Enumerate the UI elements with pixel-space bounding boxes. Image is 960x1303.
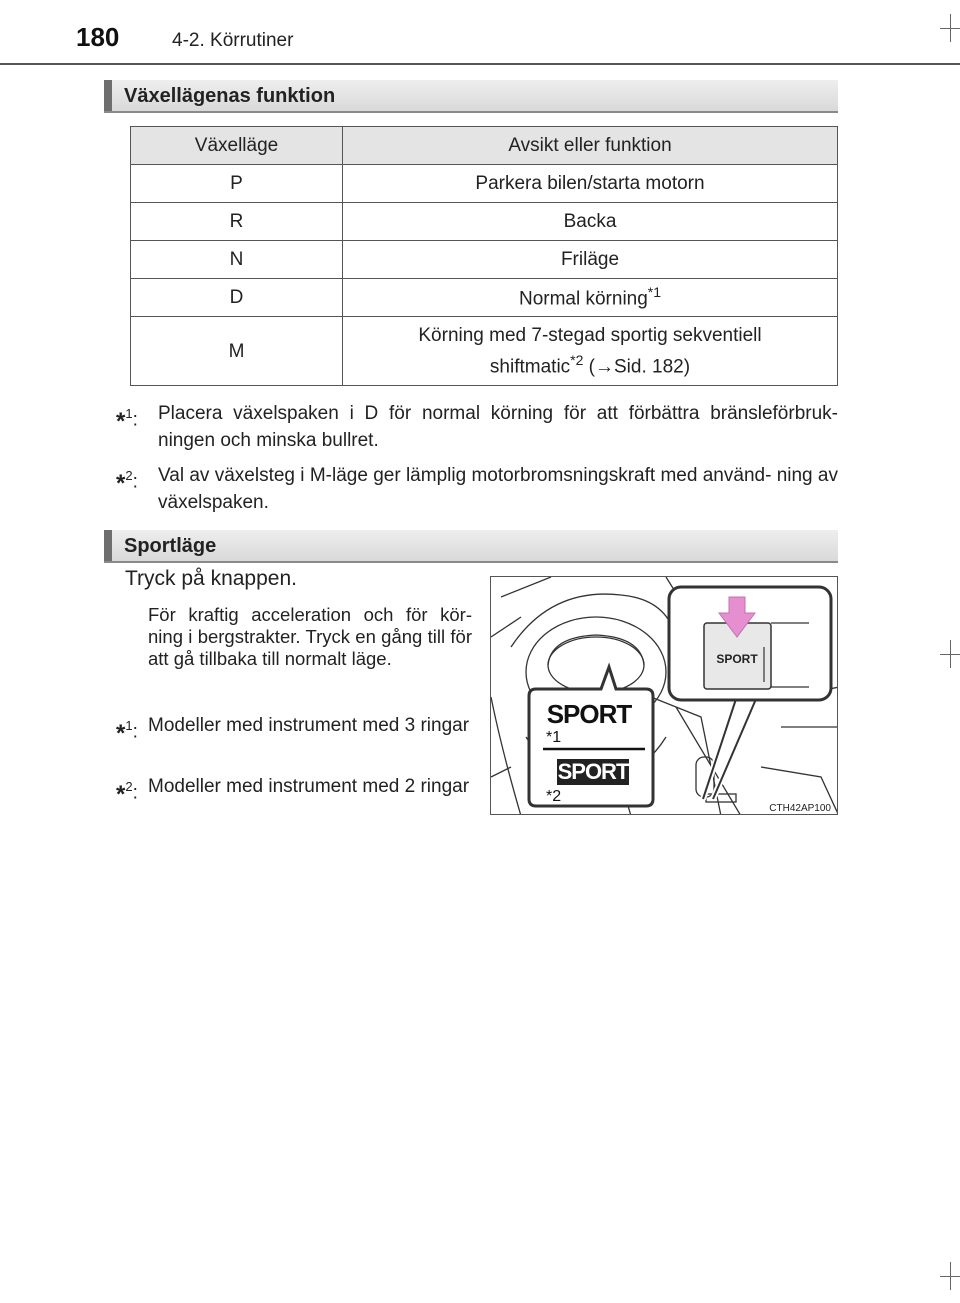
footnote [116, 773, 474, 829]
function-line: Körning med 7-stegad sportig sekventiell [418, 324, 762, 346]
function-cell [343, 317, 838, 386]
table-header-row [131, 127, 838, 165]
footnote-mark: *$^2$: [116, 468, 138, 498]
footnote-text: Placera växelspaken i D för normal körning för att förbättra bränsleförbruk- ningen och minska bullret. [158, 403, 838, 451]
instruction-lead: Tryck på knappen. [125, 567, 297, 590]
crop-mark-top-h [940, 28, 960, 29]
gear-cell: D [131, 279, 343, 317]
page-reference[interactable]: (→Sid. 182) [583, 356, 691, 378]
footnote-mark: *$^1$: [116, 718, 138, 748]
section-bar [104, 530, 112, 561]
chapter-title: 4-2. Körrutiner [172, 30, 294, 51]
gear-cell: N [131, 241, 343, 279]
section-header-gear-functions [104, 80, 838, 113]
sport-mode-illustration [490, 576, 838, 815]
section-bar [104, 80, 112, 111]
footnote-mark: *$^2$: [116, 779, 138, 809]
instruction-body: För kraftig acceleration och för kör- ning i bergstrakter. Tryck en gång till för att gå tillbaka till normalt läge. [148, 604, 472, 669]
table-row [131, 279, 838, 317]
footnote [116, 712, 474, 768]
table-row [131, 317, 838, 386]
function-text: Normal körning [518, 288, 648, 310]
footnote-text: Modeller med instrument med 2 ringar [148, 776, 470, 797]
crop-mark-bottom-h [940, 1276, 960, 1277]
gear-cell: M [131, 317, 343, 386]
table-header-gear: Växelläge [131, 127, 343, 165]
footnote-ref: *1 [647, 284, 662, 301]
figure-code: CTH42AP100 [769, 803, 831, 814]
function-cell: Friläge [343, 241, 838, 279]
table-row [131, 241, 838, 279]
table-header-function: Avsikt eller funktion [343, 127, 838, 165]
footnote-ref: *2 [570, 351, 584, 368]
table-row [131, 203, 838, 241]
sport-label-inverted: SPORT [557, 759, 629, 784]
footnote-text: Modeller med instrument med 3 ringar [148, 715, 470, 736]
gear-cell: P [131, 165, 343, 203]
function-cell [343, 279, 838, 317]
function-text: shiftmatic [489, 356, 571, 378]
section-header-sport-mode [104, 530, 838, 563]
table-row [131, 165, 838, 203]
header-rule [0, 63, 960, 65]
section-title: Sportläge [124, 535, 217, 557]
footnote-mark: *$^1$: [116, 406, 138, 436]
function-cell: Backa [343, 203, 838, 241]
star-label-1: *1 [546, 729, 562, 746]
star-label-2: *2 [546, 788, 562, 805]
footnote [116, 462, 838, 518]
gear-cell: R [131, 203, 343, 241]
sport-button-label: SPORT [716, 652, 758, 666]
crop-mark-mid-h [940, 654, 960, 655]
footnote [116, 400, 838, 456]
dashboard-drawing [491, 577, 838, 815]
function-cell: Parkera bilen/starta motorn [343, 165, 838, 203]
function-line [349, 348, 831, 379]
sport-label-big: SPORT [546, 699, 632, 729]
section-title: Växellägenas funktion [124, 85, 336, 107]
footnote-text: Val av växelsteg i M-läge ger lämplig motorbromsningskraft med använd- ning av växelspaken. [158, 465, 838, 513]
gear-table [130, 126, 838, 386]
page-number: 180 [76, 22, 120, 52]
